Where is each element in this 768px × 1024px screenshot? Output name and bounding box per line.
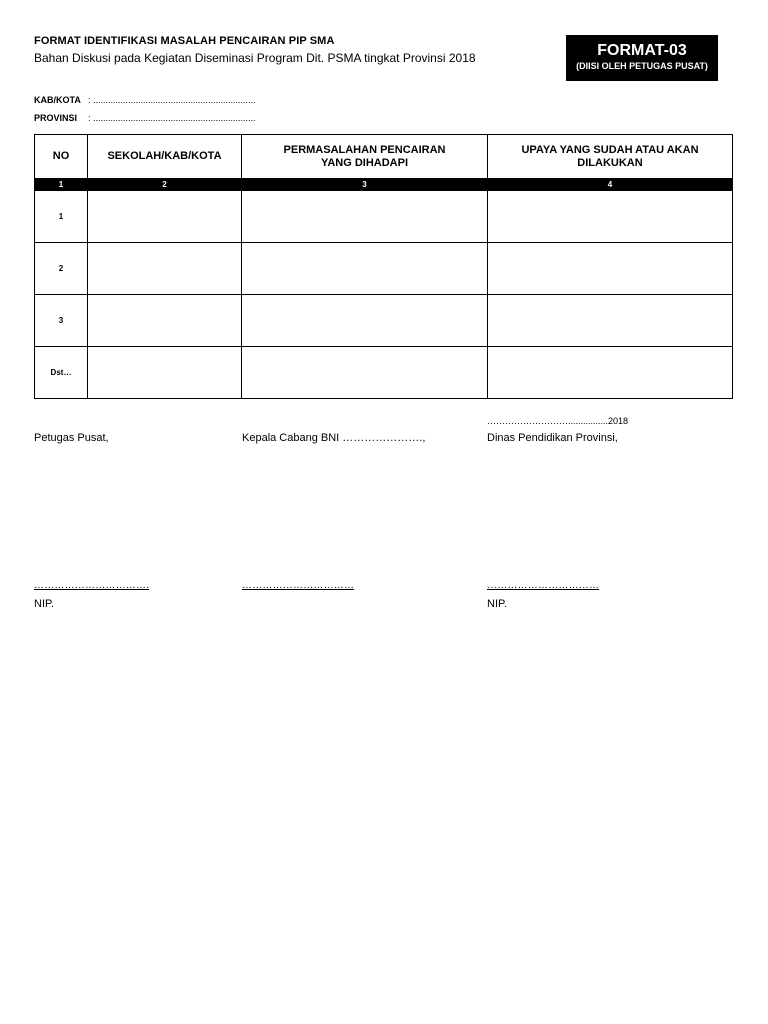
signature-role-petugas-pusat: Petugas Pusat, (34, 432, 109, 444)
field-value-provinsi[interactable]: : ................................................................. (88, 113, 256, 123)
column-number: 3 (242, 179, 488, 191)
cell-permasalahan[interactable] (242, 347, 488, 399)
cell-upaya[interactable] (488, 191, 733, 243)
header-upaya-label: UPAYA YANG SUDAH ATAU AKAN DILAKUKAN (521, 143, 699, 169)
row-number: 1 (35, 191, 88, 243)
header-sekolah (88, 135, 242, 179)
header-no-label: NO (52, 150, 70, 162)
header-sekolah-label: SEKOLAH/KAB/KOTA (107, 150, 222, 162)
signature-role-kepala-cabang: Kepala Cabang BNI …………………., (242, 432, 426, 444)
cell-upaya[interactable] (488, 295, 733, 347)
document-subtitle: Bahan Diskusi pada Kegiatan Diseminasi Program Dit. PSMA tingkat Provinsi 2018 (34, 51, 476, 65)
problem-table (34, 134, 733, 399)
cell-upaya[interactable] (488, 347, 733, 399)
field-label-provinsi: PROVINSI (34, 113, 78, 123)
cell-upaya[interactable] (488, 243, 733, 295)
signature-date-line: ………………………................2018 (487, 416, 629, 426)
table-row (35, 243, 733, 295)
format-code: FORMAT-03 (597, 42, 687, 59)
cell-permasalahan[interactable] (242, 243, 488, 295)
row-number: 3 (35, 295, 88, 347)
cell-sekolah[interactable] (88, 243, 242, 295)
table-row (35, 347, 733, 399)
signature-name-line-3: …………………………… (487, 580, 600, 591)
table-row (35, 295, 733, 347)
signature-name-line-2: …………………………… (242, 580, 355, 591)
signature-role-dinas: Dinas Pendidikan Provinsi, (487, 432, 618, 444)
column-number: 1 (35, 179, 88, 191)
row-number: 2 (35, 243, 88, 295)
cell-sekolah[interactable] (88, 191, 242, 243)
field-value-kab-kota[interactable]: : ................................................................. (88, 95, 256, 105)
nip-label-1: NIP. (34, 598, 54, 610)
header-permasalahan (242, 135, 488, 179)
column-number-row (35, 179, 733, 191)
format-note: (DIISI OLEH PETUGAS PUSAT) (576, 61, 708, 71)
cell-permasalahan[interactable] (242, 191, 488, 243)
field-label-kab-kota: KAB/KOTA (34, 95, 81, 105)
header-permasalahan-label: PERMASALAHAN PENCAIRAN YANG DIHADAPI (283, 143, 446, 169)
table-row (35, 191, 733, 243)
header-upaya (488, 135, 733, 179)
column-number: 4 (488, 179, 733, 191)
cell-permasalahan[interactable] (242, 295, 488, 347)
signature-name-line-1: ……………………………. (34, 580, 150, 591)
nip-label-3: NIP. (487, 598, 507, 610)
row-number: Dst… (35, 347, 88, 399)
document-title: FORMAT IDENTIFIKASI MASALAH PENCAIRAN PIP SMA (34, 35, 335, 47)
field-provinsi (34, 108, 256, 126)
column-number: 2 (88, 179, 242, 191)
field-kab-kota (34, 90, 256, 108)
cell-sekolah[interactable] (88, 295, 242, 347)
cell-sekolah[interactable] (88, 347, 242, 399)
table-header-row (35, 135, 733, 179)
format-code-box (566, 35, 718, 81)
header-no (35, 135, 88, 179)
